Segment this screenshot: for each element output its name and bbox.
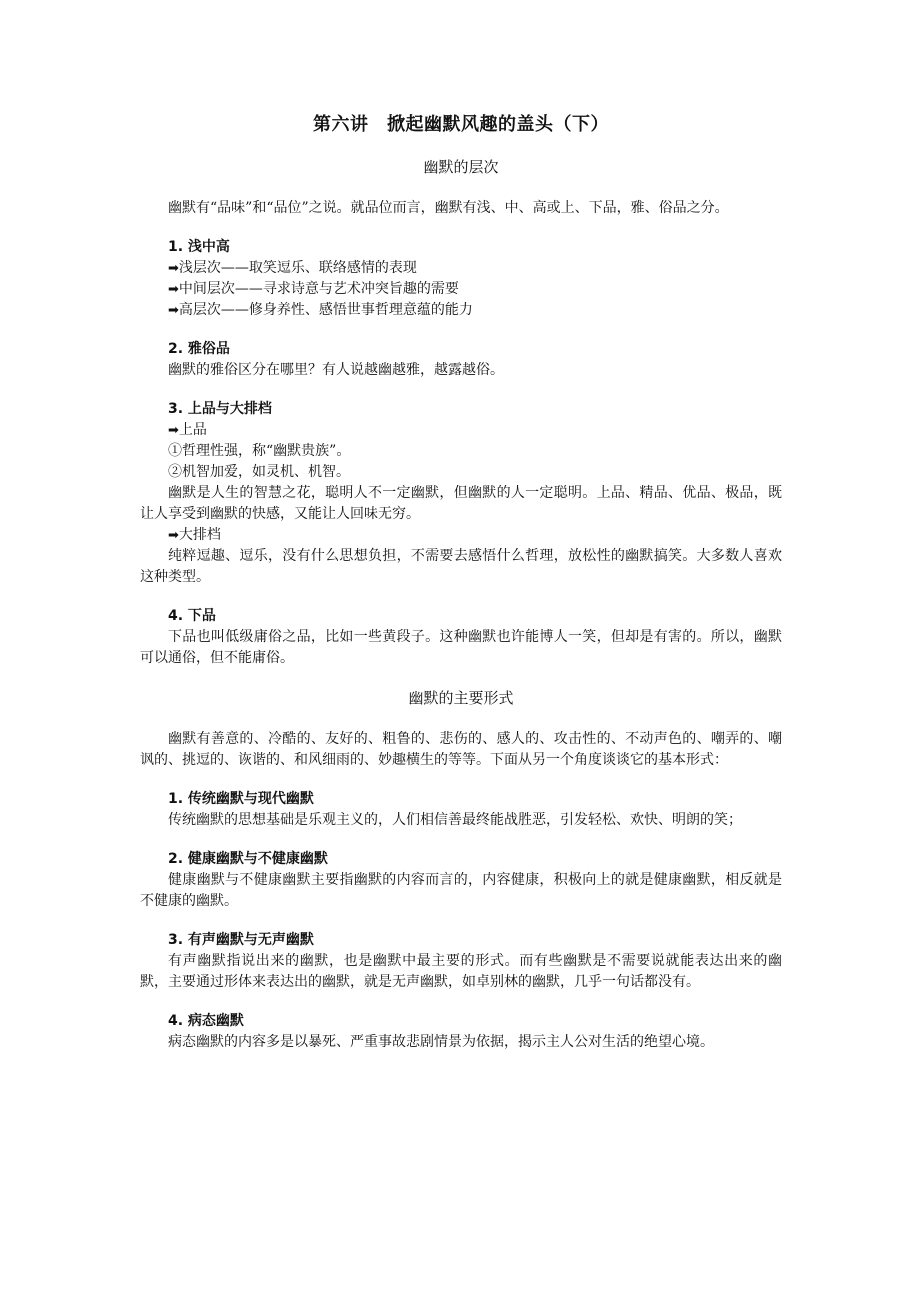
subheading: 2. 雅俗品 [168,341,230,357]
list-item: ➡大排档 [168,527,221,543]
paragraph: 纯粹逗趣、逗乐，没有什么思想负担，不需要去感悟什么哲理，放松性的幽默搞笑。大多数人喜欢这种类型。 [140,548,782,585]
list-item: ②机智加爱，如灵机、机智。 [168,464,350,480]
paragraph: 幽默是人生的智慧之花，聪明人不一定幽默，但幽默的人一定聪明。上品、精品、优品、极品，既让人享受到幽默的快感，又能让人回味无穷。 [140,485,782,522]
list-item: ➡高层次——修身养性、感悟世事哲理意蕴的能力 [168,302,473,318]
list-item: ①哲理性强，称“幽默贵族”。 [168,443,351,459]
paragraph: 健康幽默与不健康幽默主要指幽默的内容而言的，内容健康，积极向上的就是健康幽默，相反就是不健康的幽默。 [140,872,782,909]
arrow-right-icon: ➡ [168,282,179,297]
subheading: 3. 上品与大排档 [168,401,272,417]
subheading: 1. 浅中高 [168,239,230,255]
paragraph: 下品也叫低级庸俗之品，比如一些黄段子。这种幽默也许能博人一笑，但却是有害的。所以，幽默可以通俗，但不能庸俗。 [140,629,782,666]
list-item: ➡上品 [168,422,207,438]
subheading: 4. 病态幽默 [168,1013,244,1029]
page-title: 第六讲 掀起幽默风趣的盖头（下） [313,114,609,135]
subheading: 1. 传统幽默与现代幽默 [168,791,314,807]
section-heading-forms: 幽默的主要形式 [408,689,514,707]
list-item: ➡浅层次——取笑逗乐、联络感情的表现 [168,260,417,276]
paragraph: 有声幽默指说出来的幽默，也是幽默中最主要的形式。而有些幽默是不需要说就能表达出来的幽默，主要通过形体来表达出的幽默，就是无声幽默，如卓别林的幽默，几乎一句话都没有。 [140,953,782,990]
arrow-right-icon: ➡ [168,423,179,438]
document-page [140,112,782,1053]
section-intro: 幽默有善意的、冷酷的、友好的、粗鲁的、悲伤的、感人的、攻击性的、不动声色的、嘲弄的、嘲讽的、挑逗的、诙谐的、和风细雨的、妙趣横生的等等。下面从另一个角度谈谈它的基本形式： [140,731,782,768]
section-heading-levels: 幽默的层次 [423,158,499,176]
subheading: 2. 健康幽默与不健康幽默 [168,851,328,867]
paragraph: 病态幽默的内容多是以暴死、严重事故悲剧情景为依据，揭示主人公对生活的绝望心境。 [168,1034,714,1050]
subheading: 3. 有声幽默与无声幽默 [168,932,314,948]
list-item: ➡中间层次——寻求诗意与艺术冲突旨趣的需要 [168,281,459,297]
paragraph: 幽默的雅俗区分在哪里？有人说越幽越雅，越露越俗。 [168,362,504,378]
arrow-right-icon: ➡ [168,303,179,318]
arrow-right-icon: ➡ [168,528,179,543]
subheading: 4. 下品 [168,608,216,624]
arrow-right-icon: ➡ [168,261,179,276]
section-intro: 幽默有“品味”和“品位”之说。就品位而言，幽默有浅、中、高或上、下品，雅、俗品之分。 [168,200,729,216]
paragraph: 传统幽默的思想基础是乐观主义的，人们相信善最终能战胜恶，引发轻松、欢快、明朗的笑； [168,812,742,828]
